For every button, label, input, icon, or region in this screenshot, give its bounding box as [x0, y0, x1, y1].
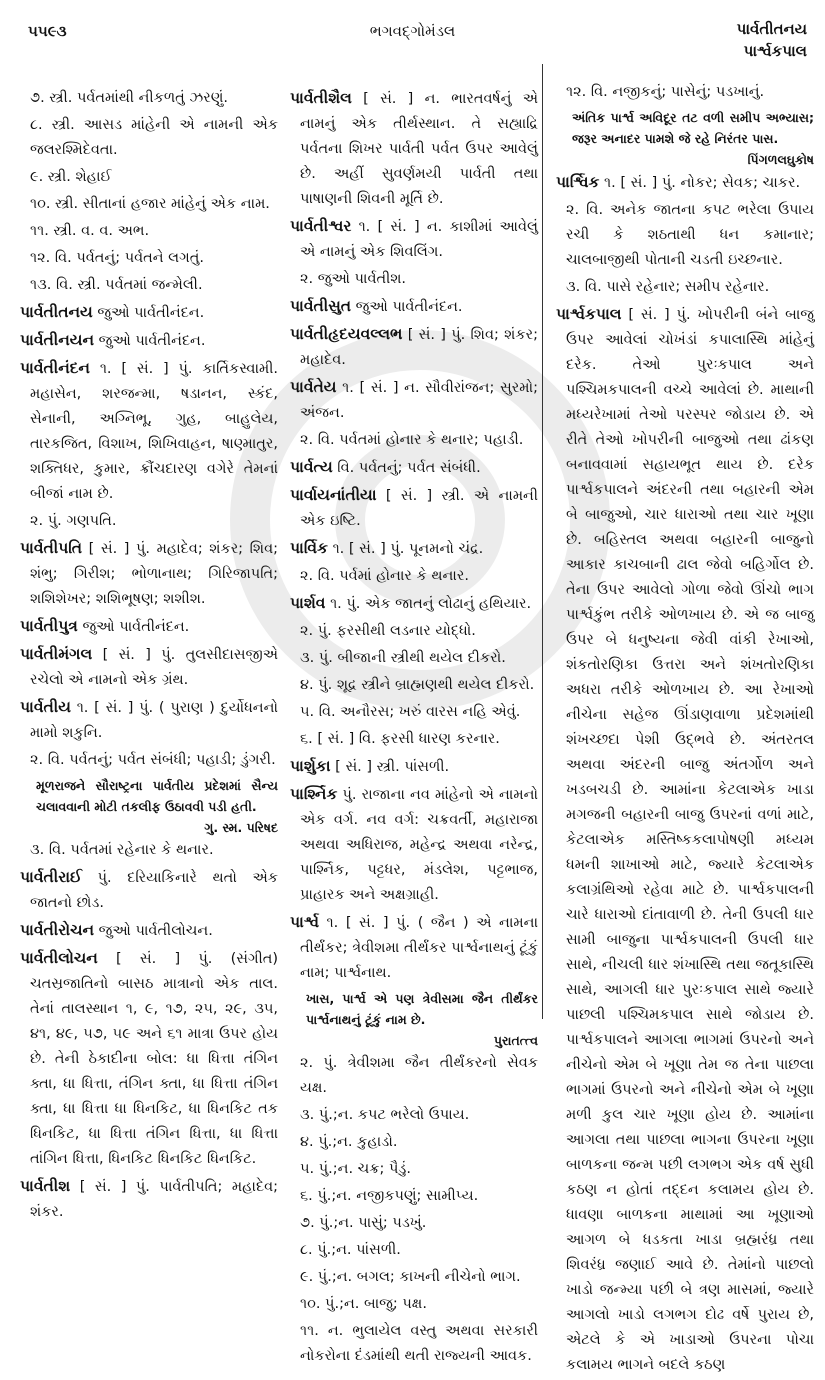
entry-sense: ૮. પું.;ન. પાંસળી.: [300, 1242, 401, 1258]
entry-headword: પાર્વતીમંગલ: [20, 645, 93, 663]
entry-headword: પાર્વતીહૃદયવલ્લભ: [290, 325, 403, 343]
dictionary-entry: [20, 536, 278, 612]
entry-definition: પું. દરિયાકિનારે થતો એક જાતનો છોડ.: [30, 870, 279, 911]
entry-sense: ૭. પું.;ન. પાસું; પડખું.: [300, 1215, 427, 1231]
entry-sense: ૫. વિ. અનૌરસ; ખરું વારસ નહિ એવું.: [300, 704, 521, 720]
dictionary-entry: [290, 214, 538, 265]
entry-headword: પાર્વતેય: [290, 378, 337, 396]
entry-definition: ૧. [ સં. ] પું. ( પુરાણ ) દુર્યોધનનો મામો શકુનિ.: [30, 700, 278, 741]
entry-headword: પાર્શવ: [290, 594, 326, 612]
entry-sense: ૯. સ્ત્રી. શેહાઈ: [30, 169, 112, 185]
dictionary-entry: [556, 170, 814, 196]
entry-sense: ૧૦. પું.;ન. બાજુ; પક્ષ.: [300, 1296, 427, 1312]
dictionary-entry: [20, 1174, 278, 1225]
dictionary-entry: [290, 591, 538, 617]
entry-sense: ૨. પું. ફરસીથી લડનાર યોદ્ધો.: [300, 623, 476, 639]
citation: [20, 775, 278, 838]
entry-headword: પાર્વતીનયન: [20, 331, 95, 349]
entry-headword: પાર્શ્વિક: [556, 173, 600, 191]
dictionary-entry: [20, 865, 278, 916]
dictionary-entry: [290, 375, 538, 426]
dictionary-entry: [20, 614, 278, 640]
dictionary-entry: [290, 754, 538, 780]
entry-sense: ૬. [ સં. ] વિ. ફરસી ધારણ કરનાર.: [300, 731, 500, 747]
last-headword: પાર્શ્વકપાલ: [743, 42, 807, 60]
entry-headword: પાર્શ્નિક: [290, 785, 338, 803]
entry-headword: પાર્વતીરાઈ: [20, 868, 83, 886]
entry-definition: વિ. પર્વતનું; પર્વત સંબંધી.: [337, 460, 481, 476]
entry-headword: પાર્વિક: [290, 539, 328, 557]
citation: [290, 988, 538, 1051]
entry-definition: જુઓ પાર્વતીનંદન.: [97, 305, 205, 321]
entry-headword: પાર્વતીપુત્ર: [20, 617, 78, 635]
entry-definition: જુઓ પાર્વતીનંદન.: [82, 619, 190, 635]
entry-definition: ૧. [ સં. ] પું. કાર્તિકસ્વામી. મહાસેન, શરજન્મા, ષડાનન, સ્કંદ, સેનાની, અગ્નિભૂ, ગુહ, બાહુલેય, તારકજિત, વિશાખ, શિખિવાહન, ષાણ્માતુર, શક્તિધર, કુમાર, ક્રૌંચદારણ વગેરે તેમનાં બીજાં નામ છે.: [30, 361, 279, 502]
citation-source: પુરાતત્ત્વ: [493, 1033, 538, 1048]
entry-sense: ૨. વિ. પર્વતનું; પર્વત સંબંધી; પહાડી; ડુંગરી.: [30, 752, 276, 768]
entry-definition: જુઓ પાર્વતીનંદન.: [98, 333, 206, 349]
dictionary-entry: [290, 294, 538, 320]
entry-definition: [ સં. ] ન. ભારતવર્ષનું એ નામનું એક તીર્થસ્થાન. તે સહ્યાદ્રિ પર્વતના શિખર પાર્વતી પર્વત ઉપર આવેલું છે. અહીં સુવર્ણમયી પાર્વતી તથા પાષાણની શિવની મૂર્તિ છે.: [300, 91, 538, 207]
dictionary-entry: [20, 642, 278, 693]
entry-sense: ૩. પું. બીજાની સ્ત્રીથી થયેલ દીકરો.: [300, 650, 506, 666]
column-divider: [542, 64, 543, 1019]
entry-sense: ૨. પું. ગણપતિ.: [30, 513, 117, 529]
entry-sense: ૧૩. વિ. સ્ત્રી. પર્વતમાં જન્મેલી.: [30, 277, 203, 293]
entry-sense: ૧૦. સ્ત્રી. સીતાનાં હજાર માંહેનું એક નામ.: [30, 196, 270, 212]
entry-sense: ૪. પું. શૂદ્ર સ્ત્રીને બ્રાહ્મણથી થયેલ દીકરો.: [300, 677, 535, 693]
entry-headword: પાર્વત્ય: [290, 458, 333, 476]
entry-definition: જુઓ પાર્વતીલોચન.: [98, 923, 213, 939]
entry-sense: ૮. સ્ત્રી. આસડ માંહેની એ નામની એક જલરશ્મિદેવતા.: [30, 117, 278, 158]
running-headwords: [737, 18, 807, 62]
entry-headword: પાર્વતીય: [20, 698, 71, 716]
entry-sense: ૧૧. સ્ત્રી. વ. વ. અભ.: [30, 223, 150, 239]
entry-sense: ૪. પું.;ન. કુહાડો.: [300, 1134, 398, 1150]
dictionary-entry: [20, 300, 278, 326]
column-right: [556, 80, 814, 1380]
entry-headword: પાર્વતીનંદન: [20, 359, 90, 377]
citation-text: મૂળરાજને સૌરાષ્ટ્રના પાર્વતીય પ્રદેશમાં સૈન્ય ચલાવવાની મોટી તકલીફ ઉઠાવવી પડી હતી.: [36, 778, 278, 814]
book-title: ભગવદ્ગોમંડલ: [369, 22, 456, 40]
entry-sense: ૧૨. વિ. નજીકનું; પાસેનું; પડખાનું.: [566, 84, 765, 100]
entry-definition: ૧. પું. એક જાતનું લોઢાનું હથિયાર.: [330, 596, 532, 612]
dictionary-entry: [20, 918, 278, 944]
entry-sense: ૭. સ્ત્રી. પર્વતમાંથી નીકળતું ઝરણું.: [30, 90, 228, 106]
entry-sense: ૫. પું.;ન. ચક્ર; પૈડું.: [300, 1161, 411, 1177]
entry-sense: ૨. પું. ત્રેવીશમા જૈન તીર્થંકરનો સેવક યક્ષ.: [300, 1055, 538, 1096]
entry-headword: પાર્વતીપતિ: [20, 539, 83, 557]
dictionary-entry: [290, 910, 538, 986]
dictionary-entry: [290, 536, 538, 562]
entry-definition: [ સં. ] પું. શિવ; શંકર; મહાદેવ.: [300, 327, 538, 368]
dictionary-entry: [290, 322, 538, 373]
dictionary-entry: [290, 782, 538, 908]
entry-definition: જુઓ પાર્વતીનંદન.: [355, 299, 463, 315]
entry-headword: પાર્શ્વ: [290, 913, 319, 931]
entry-headword: પાર્વતીરોચન: [20, 921, 95, 939]
citation-text: અંતિક પાર્શ્વ અવિદૂર તટ વળી સમીપ અભ્યાસ; જરૂર અનાદર પામશે જે રહે નિરંતર પાસ.: [572, 110, 814, 146]
entry-sense: ૯. પું.;ન. બગલ; કાખની નીચેનો ભાગ.: [300, 1269, 521, 1285]
entry-sense: ૧૧. ન. ભુલાયેલ વસ્તુ અથવા સરકારી નોકરોના દંડમાંથી થતી રાજ્યની આવક.: [300, 1323, 538, 1364]
entry-sense: ૬. પું.;ન. નજીકપણું; સામીપ્ય.: [300, 1188, 479, 1204]
citation-source: ગુ. સ્મ. પરિષદ: [204, 820, 278, 835]
entry-headword: પાર્શ્વકપાલ: [556, 305, 622, 323]
column-middle: [290, 86, 538, 1371]
entry-definition: ૧. [ સં. ] ન. સૌવીરાંજન; સુરમો; અંજન.: [300, 380, 539, 421]
entry-definition: [ સં. ] પું. (સંગીત) ચતસ્રજાતિનો બાસઠ માત્રાનો એક તાલ. તેનાં તાલસ્થાન ૧, ૯, ૧૭, ૨૫, ૨૯, ૩૫, ૪૧, ૪૯, ૫૭, ૫૯ અને ૬૧ માત્રા ઉપર હોય છે. તેની ઠેકાદીના બોલ: ધા ધિત્તા તંગિન ક્તા, ધા ધિત્તા, તંગિન ક્તા, ધા ધિત્તા તંગિન ક્તા, ધા ધિત્તા ધા ધિનકિટ, ધા ધિનકિટ તક ધિનકિટ, ધા ધિત્તા તંગિન ધિત્તા, ધા ધિત્તા તાંગિન ધિત્તા, ધિનકિટ ધિનકિટ ધિનકિટ.: [30, 951, 279, 1167]
citation-text: ખાસ, પાર્શ્વ એ પણ ત્રેવીસમા જૈન તીર્થંકર પાર્શ્વનાથનું ટૂંકું નામ છે.: [306, 991, 538, 1027]
entry-headword: પાર્વતીલોચન: [20, 949, 98, 967]
entry-definition: [ સં. ] સ્ત્રી. પાંસળી.: [335, 759, 450, 775]
entry-sense: ૨. વિ. પર્વમાં હોનાર કે થનાર.: [300, 568, 469, 584]
entry-headword: પાર્વતીસુત: [290, 297, 352, 315]
first-headword: પાર્વતીતનય: [736, 20, 807, 38]
entry-sense: ૧૨. વિ. પર્વતનું; પર્વતને લગતું.: [30, 250, 204, 266]
entry-headword: પાર્વતીશ: [20, 1177, 71, 1195]
citation: [556, 107, 814, 170]
dictionary-entry: [290, 455, 538, 481]
entry-definition: [ સં. ] પું. પાર્વતીપતિ; મહાદેવ; શંકર.: [30, 1179, 278, 1220]
entry-sense: ૨. જુઓ પાર્વતીશ.: [300, 271, 407, 287]
entry-definition: ૧. [ સં. ] પું. ( જૈન ) એ નામના તીર્થંકર; ત્રેવીશમા તીર્થંકર પાર્શ્વનાથનું ટૂંકું નામ; પાર્શ્વનાથ.: [300, 915, 539, 981]
entry-sense: ૨. વિ. પર્વતમાં હોનાર કે થનાર; પહાડી.: [300, 432, 524, 448]
entry-definition: ૧. [ સં. ] પું. નોકર; સેવક; ચાકર.: [604, 175, 801, 191]
dictionary-entry: [20, 695, 278, 746]
entry-definition: પું. રાજાના નવ માંહેનો એ નામનો એક વર્ગ. નવ વર્ગ: ચક્રવર્તી, મહારાજા અથવા અધિરાજ, મહેન્દ્ર અથવા નરેન્દ્ર, પાર્શ્નિક, પટ્ટધર, મંડલેશ, પટ્ટભાજ, પ્રાહારક અને અક્ષગ્રાહી.: [300, 787, 538, 903]
dictionary-entry: [290, 86, 538, 212]
entry-headword: પાર્વતીતનય: [20, 303, 93, 321]
entry-definition: [ સં. ] પું. મહાદેવ; શંકર; શિવ; શંભુ; ગિરીશ; ભોળાનાથ; ગિરિજાપતિ; શશિશેખર; શશિભૂષણ; શશીશ.: [30, 541, 279, 607]
entry-sense: ૨. વિ. અનેક જાતના કપટ ભરેલા ઉપાય રચી કે શઠતાથી ધન કમાનાર; ચાલબાજીથી પોતાની ચડતી ઇચ્છનાર.: [566, 202, 814, 268]
entry-headword: પાર્વતીશ્વર: [290, 217, 352, 235]
citation-source: પિંગળલઘુકોષ: [747, 152, 814, 167]
entry-headword: પાર્શુકા: [290, 757, 331, 775]
entry-definition: [ સં. ] પું. તુલસીદાસજીએ રચેલો એ નામનો એક ગ્રંથ.: [30, 647, 279, 688]
dictionary-entry: [20, 356, 278, 507]
entry-sense: ૩. વિ. પાસે રહેનાર; સમીપ રહેનાર.: [566, 279, 770, 295]
entry-definition: [ સં. ] સ્ત્રી. એ નામની એક ઇષ્ટિ.: [300, 488, 539, 529]
entry-definition: ૧. [ સં. ] ન. કાશીમાં આવેલું એ નામનું એક શિવલિંગ.: [300, 219, 539, 260]
dictionary-entry: [556, 302, 814, 1378]
entry-headword: પાર્વતીશૈલ: [290, 89, 352, 107]
entry-sense: ૩. વિ. પર્વતમાં રહેનાર કે થનાર.: [30, 842, 214, 858]
page-number: ૫૫૯૩: [28, 22, 67, 40]
entry-definition: ૧. [ સં. ] પું. પૂનમનો ચંદ્ર.: [332, 541, 484, 557]
dictionary-entry: [20, 328, 278, 354]
entry-definition: [ સં. ] પું. ખોપરીની બંને બાજુ ઉપર આવેલાં ચોખંડાં કપાલાસ્થિ માંહેનું દરેક. તેઓ પુરઃકપાલ અને પશ્ચિમકપાલની વચ્ચે આવેલાં છે. માથાની મધ્યરેખામાં તેઓ પરસ્પર જોડાય છે. એ રીતે તેઓ ખોપરીની બાજુઓ તથા ઢાંકણ બનાવવામાં સહાયભૂત થાય છે. દરેક પાર્શ્વકપાલને અંદરની તથા બહારની એમ બે બાજુઓ, ચાર ધારાઓ તથા ચાર ખૂણા છે. બહિસ્તલ અથવા બહારની બાજુનો આકાર કાચબાની ઢાલ જેવો બહિર્ગોલ છે. તેના ઉપર આવેલો ગોળા જેવો ઊંચો ભાગ પાર્શ્વકુંભ તરીકે ઓળખાય છે. એ જ બાજુ ઉપર બે ધનુષ્યના જેવી વાંકી રેખાઓ, શંકતોરણિકા ઉત્તરા અને શંખતોરણિકા અધરા તરીકે ઓળખાય છે. આ રેખાઓ નીચેના સહેજ ઊંડાણવાળા પ્રદેશમાંથી શંખચ્છદા પેશી ઉદ્ભવે છે. અંતરતલ અથવા અંદરની બાજુ અંતર્ગોળ અને ખડબચડી છે. આમાંના કેટલાએક ખાડા મગજની બહારની બાજુ ઉપરનાં વળાં માટે, કેટલાએક મસ્તિષ્કકલાપોષણી મધ્યમ ધમની શાખાઓ માટે, જ્યારે કેટલાએક કલાગ્રંથિઓ રહેવા માટે છે. પાર્શ્વકપાલની ચારે ધારાઓ દાંતાવાળી છે. તેની ઉપલી ધાર સામી બાજુના પાર્શ્વકપાલની ઉપલી ધાર સાથે, નીચલી ધાર શંખાસ્થિ તથા જતૂકાસ્થિ સાથે, આગલી ધાર પુરઃકપાલ સાથે જ્યારે પાછલી પશ્ચિમકપાલ સાથે જોડાય છે. પાર્શ્વકપાલને આગલા ભાગમાં ઉપરનો અને નીચેનો એમ બે ખૂણા તેમ જ તેના પાછલા ભાગમાં ઉપરનો અને નીચેનો એમ બે ખૂણા મળી કુલ ચાર ખૂણા હોય છે. આમાંના આગલા તથા પાછલા ભાગના ઉપરના ખૂણા બાળકના જન્મ પછી લગભગ એક વર્ષ સુધી કઠણ ન હોતાં તદ્દન કલામય હોય છે. ધાવણા બાળકના માથામાં આ ખૂણાઓ આગળ બે ધડકતા ખાડા બ્રહ્મરંધ્ર તથા શિવરંધ્ર જણાઈ આવે છે. તેમાંનો પાછલો ખાડો જન્મ્યા પછી બે ત્રણ માસમાં, જ્યારે આગલો ખાડો લગભગ દોઢ વર્ષે પુરાય છે, એટલે કે એ ખાડાઓ ઉપરના પોચા કલામય ભાગને બદલે કઠણ: [566, 307, 814, 1373]
dictionary-entry: [20, 946, 278, 1172]
entry-headword: પાર્વાયનાંતીયા: [290, 486, 377, 504]
column-left: [20, 86, 278, 1227]
entry-sense: ૩. પું.;ન. કપટ ભરેલો ઉપાય.: [300, 1107, 470, 1123]
dictionary-entry: [290, 483, 538, 534]
